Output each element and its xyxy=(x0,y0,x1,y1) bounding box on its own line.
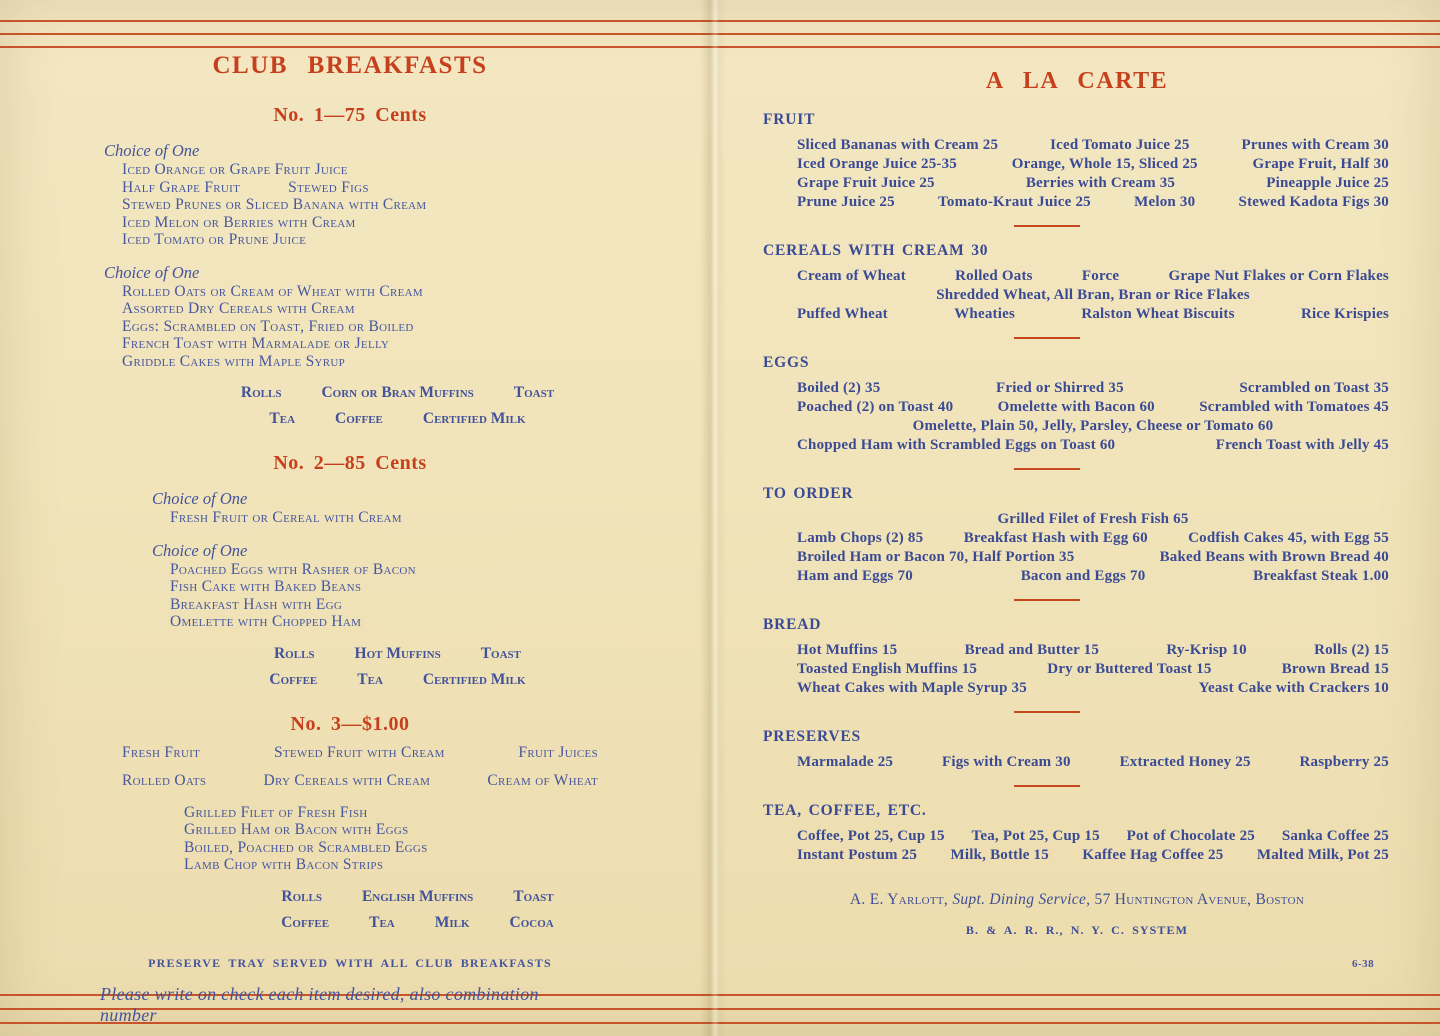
choice-groups xyxy=(100,141,600,370)
a-la-carte-sections xyxy=(763,111,1391,865)
menu-item: Boiled, Poached or Scrambled Eggs xyxy=(184,838,428,856)
accompaniment-line xyxy=(195,410,600,428)
menu-item: Stewed Prunes or Sliced Banana with Cream xyxy=(122,196,427,213)
menu-item: Grape Fruit Juice 25 xyxy=(797,175,935,191)
menu-item: Grilled Filet of Fresh Fish 65 xyxy=(997,511,1189,527)
accompaniments xyxy=(235,888,600,932)
choice-group xyxy=(100,141,600,249)
menu-line xyxy=(122,283,600,301)
menu-section xyxy=(763,225,1391,324)
form-code: 6-38 xyxy=(1352,958,1375,970)
menu-item: French Toast with Marmalade or Jelly xyxy=(122,335,390,352)
combo-breakfast xyxy=(100,452,600,689)
menu-item: Stewed Fruit with Cream xyxy=(273,743,445,761)
menu-item: Orange, Whole 15, Sliced 25 xyxy=(1011,156,1198,172)
superintendent-role: Supt. Dining Service, xyxy=(952,891,1091,908)
accompaniment-item: Tea xyxy=(369,913,395,931)
accompaniment-item: Rolls xyxy=(240,384,282,401)
combo-list xyxy=(100,104,600,932)
menu-row xyxy=(797,567,1389,586)
menu-section xyxy=(763,599,1391,698)
menu-item: Omelette with Bacon 60 xyxy=(997,399,1155,415)
menu-item: Brown Bread 15 xyxy=(1281,661,1389,677)
section-rows xyxy=(763,641,1391,698)
section-rows xyxy=(763,267,1391,324)
top-border-rule xyxy=(0,33,1440,35)
menu-item: Grape Nut Flakes or Corn Flakes xyxy=(1168,268,1389,284)
menu-item: Raspberry 25 xyxy=(1299,754,1389,770)
menu-row xyxy=(797,155,1389,174)
menu-item: Iced Orange or Grape Fruit Juice xyxy=(122,161,348,178)
menu-row xyxy=(797,529,1389,548)
menu-item: Berries with Cream 35 xyxy=(1025,175,1176,191)
menu-item: Extracted Honey 25 xyxy=(1119,754,1251,770)
choice-group xyxy=(148,541,600,631)
menu-item: Instant Postum 25 xyxy=(797,847,918,863)
accompaniment-item: Hot Muffins xyxy=(354,644,441,662)
menu-item: Prunes with Cream 30 xyxy=(1241,137,1389,153)
section-rows xyxy=(763,827,1391,865)
menu-line xyxy=(122,179,600,197)
accompaniment-item: Toast xyxy=(480,644,522,662)
menu-item: Sanka Coffee 25 xyxy=(1281,828,1389,844)
section-rows xyxy=(763,379,1391,455)
menu-row xyxy=(797,679,1389,698)
menu-item: Breakfast Hash with Egg 60 xyxy=(963,530,1148,546)
menu-section xyxy=(763,337,1391,455)
accompaniment-item: Rolls xyxy=(273,644,315,662)
menu-item: Puffed Wheat xyxy=(797,306,888,322)
menu-item: Rolled Oats xyxy=(122,772,207,789)
combo-breakfast xyxy=(100,713,600,932)
menu-item: Marmalade 25 xyxy=(797,754,894,770)
menu-item: Grilled Ham or Bacon with Eggs xyxy=(184,821,409,838)
menu-item: Boiled (2) 35 xyxy=(797,380,881,396)
menu-item: Iced Tomato Juice 25 xyxy=(1050,137,1190,153)
superintendent-line xyxy=(763,891,1391,909)
menu-item: Grape Fruit, Half 30 xyxy=(1252,156,1389,172)
menu-line xyxy=(122,318,600,336)
combo-number-price: No. 3—$1.00 xyxy=(290,712,410,735)
menu-row xyxy=(797,660,1389,679)
menu-line xyxy=(184,839,600,857)
accompaniment-line xyxy=(235,888,600,906)
menu-line xyxy=(170,509,600,527)
choice-group xyxy=(100,263,600,371)
combo-number-price: No. 2—85 Cents xyxy=(273,452,427,474)
accompaniment-line xyxy=(195,645,600,663)
menu-item: Baked Beans with Brown Bread 40 xyxy=(1159,549,1389,565)
choice-items xyxy=(148,509,600,527)
section-rows xyxy=(763,136,1391,212)
menu-line xyxy=(122,161,600,179)
section-rows xyxy=(763,753,1391,772)
menu-row xyxy=(797,267,1389,286)
menu-row xyxy=(797,548,1389,567)
menu-item: Stewed Figs xyxy=(288,178,369,196)
menu-line xyxy=(184,804,600,822)
menu-row xyxy=(797,417,1389,436)
menu-line xyxy=(122,231,600,249)
menu-item: Fresh Fruit xyxy=(122,743,201,761)
menu-item: Eggs: Scrambled on Toast, Fried or Boiled xyxy=(122,317,414,335)
menu-item: Stewed Kadota Figs 30 xyxy=(1238,194,1389,210)
menu-item: Iced Tomato or Prune Juice xyxy=(122,231,307,248)
menu-item: Grilled Filet of Fresh Fish xyxy=(184,803,368,821)
menu-line xyxy=(122,300,600,318)
menu-item: Wheat Cakes with Maple Syrup 35 xyxy=(797,680,1027,696)
menu-item: Omelette, Plain 50, Jelly, Parsley, Cheese or Tomato 60 xyxy=(912,418,1274,434)
menu-line xyxy=(122,335,600,353)
menu-item: Half Grape Fruit xyxy=(122,178,241,196)
section-heading: TEA, COFFEE, ETC. xyxy=(763,802,927,819)
menu-row xyxy=(797,305,1389,324)
menu-item: Kaffee Hag Coffee 25 xyxy=(1082,847,1224,863)
menu-section xyxy=(763,785,1391,865)
menu-row xyxy=(797,174,1389,193)
menu-item: Prune Juice 25 xyxy=(797,194,895,210)
menu-item: Fresh Fruit or Cereal with Cream xyxy=(170,509,402,526)
choice-group xyxy=(162,804,600,874)
menu-item: Poached Eggs with Rasher of Bacon xyxy=(170,560,416,578)
accompaniment-item: Toast xyxy=(513,887,554,905)
accompaniment-item: Certified Milk xyxy=(422,410,526,427)
menu-item: Omelette with Chopped Ham xyxy=(170,613,362,630)
accompaniment-item: Certified Milk xyxy=(422,670,526,688)
menu-item: Malted Milk, Pot 25 xyxy=(1256,847,1389,863)
menu-item: Yeast Cake with Crackers 10 xyxy=(1198,680,1389,696)
menu-line xyxy=(122,353,600,371)
menu-line xyxy=(184,821,600,839)
club-breakfasts-page xyxy=(100,52,600,1026)
menu-item: Broiled Ham or Bacon 70, Half Portion 35 xyxy=(797,549,1075,565)
choice-items xyxy=(100,283,600,371)
menu-row xyxy=(797,193,1389,212)
menu-line xyxy=(122,214,600,232)
accompaniment-item: Coffee xyxy=(281,913,330,931)
menu-row xyxy=(797,753,1389,772)
menu-line xyxy=(170,578,600,596)
menu-section xyxy=(763,711,1391,772)
menu-item: Iced Melon or Berries with Cream xyxy=(122,213,356,231)
menu-row xyxy=(797,827,1389,846)
accompaniment-line xyxy=(195,384,600,402)
write-on-check-note: Please write on check each item desired, also combination number xyxy=(100,983,539,1025)
menu-item: Rolled Oats xyxy=(955,268,1033,284)
accompaniment-item: Tea xyxy=(357,670,383,688)
choice-of-one-label: Choice of One xyxy=(104,141,200,160)
choice-items xyxy=(100,744,600,790)
menu-line xyxy=(184,856,600,874)
menu-item: Poached (2) on Toast 40 xyxy=(797,399,954,415)
accompaniment-item: English Muffins xyxy=(361,887,474,905)
fold-crease xyxy=(700,0,726,1036)
accompaniment-item: Cocoa xyxy=(509,913,554,931)
menu-line xyxy=(122,772,598,790)
menu-item: Tomato-Kraut Juice 25 xyxy=(938,194,1091,210)
section-heading: BREAD xyxy=(763,616,822,633)
choice-items xyxy=(148,561,600,631)
menu-item: Rolled Oats or Cream of Wheat with Cream xyxy=(122,282,424,300)
preserve-tray-note: PRESERVE TRAY SERVED WITH ALL CLUB BREAKFASTS xyxy=(148,955,552,970)
menu-item: Dry Cereals with Cream xyxy=(263,772,431,789)
menu-item: Ry-Krisp 10 xyxy=(1166,642,1247,658)
section-heading: FRUIT xyxy=(763,111,816,128)
menu-item: Tea, Pot 25, Cup 15 xyxy=(971,828,1100,844)
menu-item: Pineapple Juice 25 xyxy=(1266,175,1389,191)
menu-line xyxy=(122,196,600,214)
choice-of-one-label: Choice of One xyxy=(152,489,248,508)
menu-row xyxy=(797,136,1389,155)
menu-row xyxy=(797,398,1389,417)
combo-breakfast xyxy=(100,104,600,428)
menu-item: Bread and Butter 15 xyxy=(964,642,1100,658)
accompaniments xyxy=(195,384,600,428)
menu-item: Scrambled on Toast 35 xyxy=(1239,380,1389,396)
railroad-system-line: B. & A. R. R., N. Y. C. SYSTEM xyxy=(965,923,1189,937)
menu-item: Lamb Chops (2) 85 xyxy=(797,530,924,546)
menu-item: Griddle Cakes with Maple Syrup xyxy=(122,352,346,370)
menu-item: Figs with Cream 30 xyxy=(941,754,1071,770)
section-heading: TO ORDER xyxy=(763,485,854,502)
section-heading: PRESERVES xyxy=(763,728,861,745)
menu-item: Cream of Wheat xyxy=(797,268,906,284)
accompaniment-item: Coffee xyxy=(269,670,318,688)
choice-items xyxy=(100,161,600,249)
menu-item: Fried or Shirred 35 xyxy=(995,380,1124,396)
choice-group xyxy=(148,489,600,527)
section-rows xyxy=(763,510,1391,586)
menu-item: French Toast with Jelly 45 xyxy=(1215,437,1389,453)
accompaniment-item: Milk xyxy=(434,913,470,931)
menu-item: Dry or Buttered Toast 15 xyxy=(1047,661,1212,677)
choice-of-one-label: Choice of One xyxy=(152,540,248,560)
menu-row xyxy=(797,286,1389,305)
menu-item: Fruit Juices xyxy=(518,743,598,761)
menu-row xyxy=(797,641,1389,660)
menu-row xyxy=(797,436,1389,455)
menu-row xyxy=(797,379,1389,398)
choice-items xyxy=(162,804,600,874)
menu-item: Shredded Wheat, All Bran, Bran or Rice Flakes xyxy=(936,287,1250,303)
menu-item: Bacon and Eggs 70 xyxy=(1020,568,1146,584)
menu-item: Milk, Bottle 15 xyxy=(950,847,1049,863)
menu-item: Hot Muffins 15 xyxy=(797,642,898,658)
a-la-carte-title: A LA CARTE xyxy=(985,68,1169,94)
accompaniment-line xyxy=(195,671,600,689)
accompaniment-item: Corn or Bran Muffins xyxy=(321,384,474,401)
menu-item: Wheaties xyxy=(954,306,1015,322)
accompaniment-item: Toast xyxy=(513,384,555,401)
accompaniments xyxy=(195,645,600,689)
menu-item: Ralston Wheat Biscuits xyxy=(1081,306,1235,322)
menu-item: Rice Krispies xyxy=(1300,306,1389,322)
menu-section xyxy=(763,468,1391,586)
a-la-carte-page xyxy=(763,68,1391,938)
superintendent-address: 57 Huntington Avenue, Boston xyxy=(1094,891,1305,908)
choice-groups xyxy=(100,744,600,874)
menu-line xyxy=(170,613,600,631)
menu-item: Breakfast Steak 1.00 xyxy=(1253,568,1389,584)
menu-item: Force xyxy=(1081,268,1120,284)
accompaniment-item: Tea xyxy=(269,410,296,427)
menu-item: Lamb Chop with Bacon Strips xyxy=(184,856,384,873)
menu-item: Ham and Eggs 70 xyxy=(797,568,913,584)
menu-item: Toasted English Muffins 15 xyxy=(797,661,978,677)
accompaniment-line xyxy=(235,914,600,932)
menu-item: Cream of Wheat xyxy=(487,772,598,789)
choice-group xyxy=(100,744,600,790)
menu-row xyxy=(797,846,1389,865)
club-breakfasts-title: CLUB BREAKFASTS xyxy=(212,52,488,79)
menu-line xyxy=(122,744,598,762)
combo-number-price: No. 1—75 Cents xyxy=(273,104,427,126)
menu-row xyxy=(797,510,1389,529)
menu-item: Codfish Cakes 45, with Egg 55 xyxy=(1188,530,1389,546)
choice-of-one-label: Choice of One xyxy=(104,262,200,282)
menu-item: Assorted Dry Cereals with Cream xyxy=(122,300,355,317)
menu-item: Iced Orange Juice 25-35 xyxy=(797,156,957,172)
menu-item: Sliced Bananas with Cream 25 xyxy=(797,137,999,153)
menu-item: Breakfast Hash with Egg xyxy=(170,595,343,613)
menu-item: Pot of Chocolate 25 xyxy=(1126,828,1255,844)
menu-item: Coffee, Pot 25, Cup 15 xyxy=(797,828,945,844)
top-border-rule xyxy=(0,46,1440,48)
superintendent-name: A. E. Yarlott, xyxy=(849,891,949,908)
menu-item: Fish Cake with Baked Beans xyxy=(170,578,362,595)
choice-groups xyxy=(100,489,600,631)
accompaniment-item: Coffee xyxy=(335,410,383,427)
menu-line xyxy=(170,561,600,579)
top-border-rule xyxy=(0,20,1440,22)
menu-item: Scrambled with Tomatoes 45 xyxy=(1199,399,1389,415)
accompaniment-item: Rolls xyxy=(281,887,322,905)
section-heading: CEREALS WITH CREAM 30 xyxy=(763,242,989,259)
section-heading: EGGS xyxy=(763,354,810,371)
menu-item: Chopped Ham with Scrambled Eggs on Toast 60 xyxy=(797,437,1116,453)
menu-item: Melon 30 xyxy=(1134,194,1196,210)
menu-line xyxy=(170,596,600,614)
menu-section xyxy=(763,111,1391,212)
menu-item: Rolls (2) 15 xyxy=(1314,642,1389,658)
